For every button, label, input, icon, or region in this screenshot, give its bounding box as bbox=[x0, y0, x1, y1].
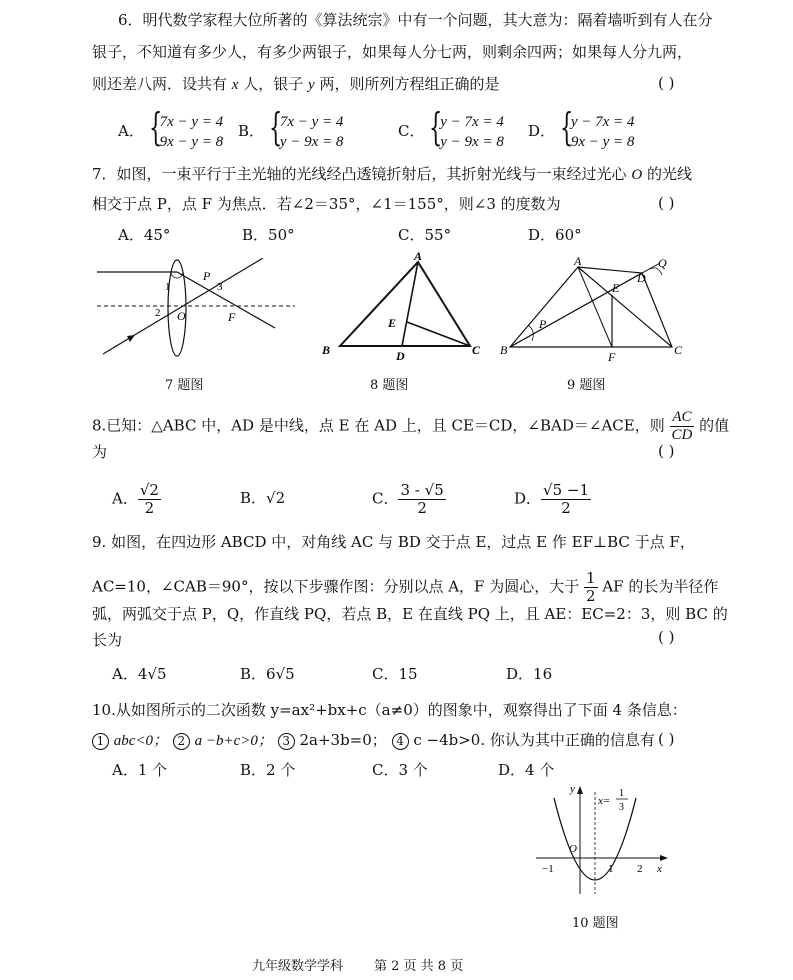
q6-line3-a: 则还差八两．设共有 bbox=[92, 75, 228, 93]
q6-option-a-label: A． bbox=[118, 122, 144, 140]
q8-option-d-frac bbox=[541, 482, 591, 517]
q9-answer-paren: ( ) bbox=[658, 628, 675, 646]
q7-option-b-text: 50° bbox=[268, 226, 295, 244]
fig8-label-b: B bbox=[322, 343, 331, 357]
fig8-caption: 8 题图 bbox=[370, 378, 409, 393]
fig7-label-o: O bbox=[177, 309, 186, 323]
figure-8-triangle bbox=[312, 250, 492, 368]
q10-option-c bbox=[372, 760, 428, 780]
q9-line2-b: AF 的长为半径作 bbox=[602, 577, 719, 596]
q6-line3-b: 人，银子 bbox=[243, 75, 304, 93]
q10-option-c-label: C． bbox=[372, 761, 399, 779]
q6-option-c-eq2: y − 9x = 8 bbox=[440, 134, 504, 150]
q9-frac-den: 2 bbox=[586, 587, 596, 605]
fig10-caption: 10 题图 bbox=[572, 916, 619, 931]
q8-option-a-num: √2 bbox=[139, 481, 159, 499]
q9-option-d-text: 16 bbox=[533, 665, 553, 683]
q9-option-c-label: C． bbox=[372, 665, 399, 683]
q7-option-a bbox=[118, 225, 170, 245]
q10-option-b-text: 2 个 bbox=[266, 761, 296, 779]
q8-option-c-den: 2 bbox=[417, 499, 427, 517]
q6-option-c-eq1: y − 7x = 4 bbox=[440, 114, 504, 130]
q7-option-d-text: 60° bbox=[555, 226, 582, 244]
fig10-label-x: x bbox=[657, 863, 662, 875]
fig10-label-axis-eq: x= bbox=[598, 795, 611, 807]
q9-line2-a: AC=10，∠CAB＝90°，按以下步骤作图：分别以点 A，F 为圆心，大于 bbox=[92, 577, 580, 596]
q10-option-d-text: 4 个 bbox=[525, 761, 555, 779]
figure-9-quadrilateral bbox=[500, 255, 695, 367]
q7-var-o: O bbox=[631, 167, 643, 183]
q8-option-a-den: 2 bbox=[144, 499, 155, 517]
q9-option-d bbox=[506, 664, 552, 684]
q7-answer-paren: ( ) bbox=[658, 194, 675, 212]
q8-option-a bbox=[112, 482, 161, 517]
fig9-caption: 9 题图 bbox=[567, 378, 606, 393]
q6-option-b-eq1: 7x − y = 4 bbox=[279, 114, 344, 130]
q8-fraction bbox=[670, 409, 695, 444]
fig9-label-p: P bbox=[539, 317, 547, 331]
q9-option-c-text: 15 bbox=[398, 665, 418, 683]
q6-line1: 6．明代数学家程大位所著的《算法统宗》中有一个问题，其大意为：隔着墙听到有人在分 bbox=[118, 11, 713, 29]
q9-option-d-label: D． bbox=[506, 665, 534, 683]
q6-option-b bbox=[238, 105, 344, 152]
figure-10-parabola bbox=[532, 782, 672, 900]
q10-info-line bbox=[92, 730, 655, 751]
fig10-frac-den: 3 bbox=[619, 802, 624, 813]
q10-option-d bbox=[498, 760, 554, 780]
q10-option-b bbox=[240, 760, 295, 780]
fig7-caption: 7 题图 bbox=[165, 378, 204, 393]
q9-line3: 弧，两弧交于点 P，Q，作直线 PQ，若点 B，E 在直线 PQ 上，且 AE：EC=2：3，则 BC 的 bbox=[92, 605, 728, 623]
q10-info-4-marker: 4 bbox=[392, 733, 409, 750]
q10-option-d-label: D． bbox=[498, 761, 526, 779]
fig9-label-f: F bbox=[608, 350, 616, 364]
q8-option-b-text: √2 bbox=[266, 489, 286, 507]
q6-option-c-label: C． bbox=[398, 122, 425, 140]
fig10-frac-num: 1 bbox=[619, 788, 624, 799]
q6-line2: 银子，不知道有多少人，有多少两银子，如果每人分七两，则剩余四两；如果每人分九两， bbox=[92, 43, 693, 61]
q8-frac-den: CD bbox=[671, 427, 693, 443]
q8-option-d-label: D． bbox=[514, 489, 542, 508]
figure-7-lens bbox=[95, 258, 300, 370]
q7-option-c bbox=[398, 225, 451, 245]
q6-option-a-eq2: 9x − y = 8 bbox=[159, 134, 224, 150]
q9-line4: 长为 bbox=[92, 631, 123, 649]
fig10-x-arrow bbox=[660, 855, 668, 861]
q10-info-1: abc<0； bbox=[113, 733, 169, 749]
q7-option-d bbox=[528, 225, 582, 245]
fig10-label-o: O bbox=[569, 843, 577, 855]
fig7-lens-outline bbox=[168, 260, 186, 356]
q7-option-a-label: A． bbox=[118, 226, 144, 244]
q10-info-1-marker: 1 bbox=[92, 733, 109, 750]
fig10-label-1: 1 bbox=[608, 863, 614, 875]
q8-line2: 为 bbox=[92, 443, 108, 461]
q6-option-a-system: { 7x − y = 4 9x − y = 8 bbox=[148, 105, 224, 150]
q9-option-b bbox=[240, 664, 295, 684]
footer-subject: 九年级数学学科 bbox=[252, 959, 344, 974]
q8-option-c-frac bbox=[398, 482, 445, 517]
q8-option-c-num: 3 - √5 bbox=[400, 481, 444, 499]
q7-line1-a: 7．如图，一束平行于主光轴的光线经凸透镜折射后，其折射光线与一束经过光心 bbox=[92, 165, 627, 183]
q7-line1-b: 的光线 bbox=[646, 165, 692, 183]
q6-option-d-eq1: y − 7x = 4 bbox=[570, 114, 635, 130]
q9-option-b-label: B． bbox=[240, 665, 267, 683]
q6-option-c bbox=[398, 105, 504, 152]
fig8-label-c: C bbox=[472, 343, 481, 357]
q6-option-a-eq1: 7x − y = 4 bbox=[159, 114, 224, 130]
q6-option-d-system: { y − 7x = 4 9x − y = 8 bbox=[559, 105, 635, 150]
fig7-label-p: P bbox=[203, 269, 211, 283]
footer-page-number: 第 2 页 共 8 页 bbox=[374, 959, 464, 974]
q7-line1 bbox=[92, 164, 692, 185]
q10-info-2-marker: 2 bbox=[173, 733, 190, 750]
q10-info-2: a −b+c>0； bbox=[194, 733, 273, 749]
q9-line2 bbox=[92, 570, 718, 605]
q6-option-b-label: B． bbox=[238, 122, 265, 140]
q8-option-b bbox=[240, 488, 285, 508]
q6-var-x: x bbox=[231, 77, 239, 93]
fig10-label-neg1: −1 bbox=[542, 863, 554, 875]
q6-var-y: y bbox=[308, 77, 315, 93]
q8-option-a-frac bbox=[138, 482, 161, 517]
q8-option-a-label: A． bbox=[112, 489, 138, 508]
fig8-label-a: A bbox=[414, 250, 423, 263]
q10-option-a bbox=[112, 760, 167, 780]
fig9-segment-af bbox=[578, 267, 612, 347]
q9-option-a bbox=[112, 664, 167, 684]
q6-option-d bbox=[528, 105, 635, 152]
fig9-quad-abcd bbox=[510, 267, 672, 347]
q6-option-d-eq2: 9x − y = 8 bbox=[570, 134, 635, 150]
fig9-diagonal-ac bbox=[578, 267, 672, 347]
fig9-label-a: A bbox=[574, 255, 582, 268]
fig9-label-d: D bbox=[637, 271, 646, 285]
fig10-label-y: y bbox=[570, 783, 575, 795]
fig10-label-2: 2 bbox=[637, 863, 643, 875]
fig9-label-e: E bbox=[612, 281, 620, 295]
q6-line3-c: 两，则所列方程组正确的是 bbox=[319, 75, 500, 93]
fig7-label-3: 3 bbox=[217, 281, 223, 293]
q8-line1 bbox=[92, 409, 729, 444]
q9-option-c bbox=[372, 664, 418, 684]
q8-option-c-label: C． bbox=[372, 489, 399, 508]
q8-answer-paren: ( ) bbox=[658, 442, 675, 460]
q8-line1-text: 8.已知：△ABC 中，AD 是中线，点 E 在 AD 上，且 CE＝CD，∠BAD＝∠ACE，则 bbox=[92, 416, 665, 435]
q6-option-b-system: { 7x − y = 4 y − 9x = 8 bbox=[268, 105, 344, 150]
q7-option-b bbox=[242, 225, 295, 245]
q7-option-c-label: C． bbox=[398, 226, 425, 244]
q8-option-d bbox=[514, 482, 591, 517]
q7-option-d-label: D． bbox=[528, 226, 556, 244]
q10-option-a-text: 1 个 bbox=[137, 761, 168, 779]
fig9-label-b: B bbox=[500, 343, 508, 357]
q10-info-3: 2a+3b=0； bbox=[299, 731, 387, 749]
q9-fraction bbox=[584, 570, 598, 605]
fig7-label-1: 1 bbox=[165, 281, 171, 293]
fig8-label-d: D bbox=[396, 349, 405, 363]
q10-line1: 10.从如图所示的二次函数 y=ax²+bx+c（a≠0）的图象中，观察得出了下面 4 条信息： bbox=[92, 701, 687, 719]
q6-option-c-system: { y − 7x = 4 y − 9x = 8 bbox=[429, 105, 504, 150]
q6-option-a bbox=[118, 105, 224, 152]
q6-option-b-eq2: y − 9x = 8 bbox=[279, 134, 344, 150]
q10-info-3-marker: 3 bbox=[278, 733, 295, 750]
q7-option-b-label: B． bbox=[242, 226, 269, 244]
q10-info-4: c −4b>0. 你认为其中正确的信息有 bbox=[413, 731, 655, 749]
fig9-arc-p bbox=[528, 325, 533, 341]
q7-line2: 相交于点 P，点 F 为焦点．若∠2＝35°，∠1＝155°，则∠3 的度数为 bbox=[92, 195, 561, 213]
fig9-label-c: C bbox=[674, 343, 683, 357]
fig10-y-arrow bbox=[577, 786, 583, 794]
q7-option-a-text: 45° bbox=[143, 226, 171, 244]
fig8-segment-ce bbox=[407, 322, 470, 346]
q10-option-c-text: 3 个 bbox=[398, 761, 428, 779]
q10-option-a-label: A． bbox=[112, 761, 138, 779]
q8-frac-num: AC bbox=[670, 409, 695, 427]
q9-line1: 9. 如图，在四边形 ABCD 中，对角线 AC 与 BD 交于点 E，过点 E 作 EF⊥BC 于点 F， bbox=[92, 533, 695, 551]
q9-frac-num: 1 bbox=[586, 569, 596, 587]
q9-option-a-text: 4√5 bbox=[137, 665, 167, 683]
q6-line3 bbox=[92, 74, 500, 95]
q6-option-d-label: D． bbox=[528, 122, 556, 140]
q8-option-d-num: √5 −1 bbox=[543, 481, 590, 499]
fig7-label-f: F bbox=[228, 310, 236, 324]
q8-option-b-label: B． bbox=[240, 489, 267, 507]
q6-answer-paren: ( ) bbox=[658, 74, 675, 92]
q7-option-c-text: 55° bbox=[424, 226, 452, 244]
fig8-label-e: E bbox=[388, 316, 397, 330]
q10-option-b-label: B． bbox=[240, 761, 267, 779]
fig8-median-ad bbox=[402, 262, 418, 346]
fig7-label-2: 2 bbox=[155, 307, 161, 319]
q8-option-c bbox=[372, 482, 446, 517]
q9-option-a-label: A． bbox=[112, 665, 138, 683]
q9-option-b-text: 6√5 bbox=[266, 665, 295, 683]
q8-line1-end: 的值 bbox=[699, 416, 730, 435]
q10-answer-paren: ( ) bbox=[658, 730, 675, 748]
q8-option-d-den: 2 bbox=[561, 499, 571, 517]
fig9-label-q: Q bbox=[658, 256, 667, 270]
